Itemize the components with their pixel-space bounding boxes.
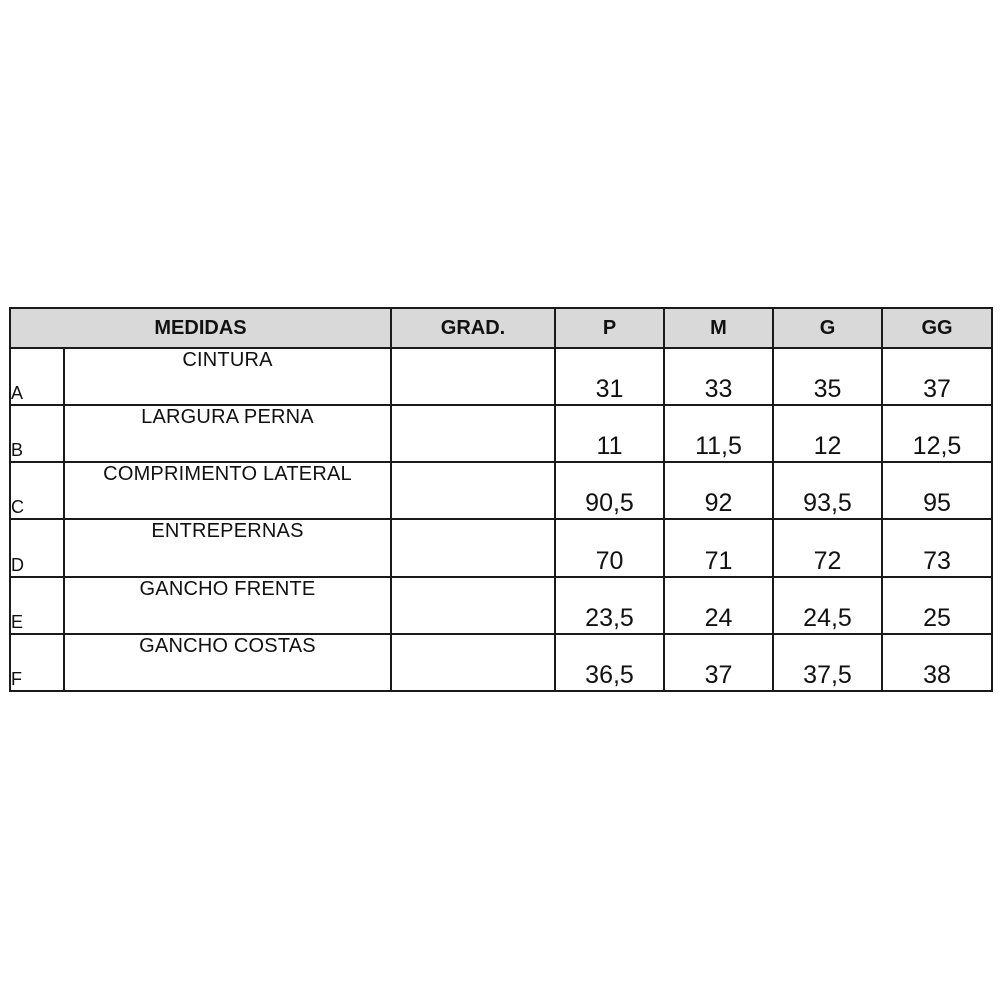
- value-size-p: 23,5: [555, 577, 664, 634]
- row-label: CINTURA: [64, 348, 391, 405]
- header-size-p: P: [555, 308, 664, 348]
- value-size-g: 24,5: [773, 577, 882, 634]
- header-grad: GRAD.: [391, 308, 555, 348]
- value-size-gg: 12,5: [882, 405, 992, 462]
- row-letter: D: [10, 519, 64, 576]
- value-size-gg: 38: [882, 634, 992, 691]
- row-label: GANCHO FRENTE: [64, 577, 391, 634]
- value-size-gg: 95: [882, 462, 992, 519]
- value-size-g: 72: [773, 519, 882, 576]
- value-size-p: 70: [555, 519, 664, 576]
- row-grad: [391, 634, 555, 691]
- row-letter: B: [10, 405, 64, 462]
- value-size-g: 37,5: [773, 634, 882, 691]
- row-letter: C: [10, 462, 64, 519]
- table-body: [10, 348, 992, 691]
- row-grad: [391, 577, 555, 634]
- row-grad: [391, 462, 555, 519]
- value-size-p: 11: [555, 405, 664, 462]
- value-size-gg: 25: [882, 577, 992, 634]
- row-label: ENTREPERNAS: [64, 519, 391, 576]
- size-chart-table: [9, 307, 993, 692]
- table-row: [10, 519, 992, 576]
- table-row: [10, 577, 992, 634]
- row-label: GANCHO COSTAS: [64, 634, 391, 691]
- header-size-g: G: [773, 308, 882, 348]
- row-grad: [391, 405, 555, 462]
- value-size-p: 36,5: [555, 634, 664, 691]
- value-size-m: 33: [664, 348, 773, 405]
- value-size-m: 37: [664, 634, 773, 691]
- header-size-gg: GG: [882, 308, 992, 348]
- table-row: [10, 462, 992, 519]
- value-size-m: 11,5: [664, 405, 773, 462]
- header-size-m: M: [664, 308, 773, 348]
- value-size-gg: 37: [882, 348, 992, 405]
- value-size-g: 93,5: [773, 462, 882, 519]
- table-row: [10, 634, 992, 691]
- row-grad: [391, 519, 555, 576]
- value-size-g: 12: [773, 405, 882, 462]
- header-medidas: MEDIDAS: [10, 308, 391, 348]
- value-size-g: 35: [773, 348, 882, 405]
- row-label: COMPRIMENTO LATERAL: [64, 462, 391, 519]
- value-size-m: 92: [664, 462, 773, 519]
- value-size-p: 90,5: [555, 462, 664, 519]
- value-size-m: 71: [664, 519, 773, 576]
- value-size-p: 31: [555, 348, 664, 405]
- value-size-gg: 73: [882, 519, 992, 576]
- value-size-m: 24: [664, 577, 773, 634]
- table-row: [10, 348, 992, 405]
- row-grad: [391, 348, 555, 405]
- row-letter: E: [10, 577, 64, 634]
- header-row: [10, 308, 992, 348]
- row-letter: F: [10, 634, 64, 691]
- row-letter: A: [10, 348, 64, 405]
- table-row: [10, 405, 992, 462]
- row-label: LARGURA PERNA: [64, 405, 391, 462]
